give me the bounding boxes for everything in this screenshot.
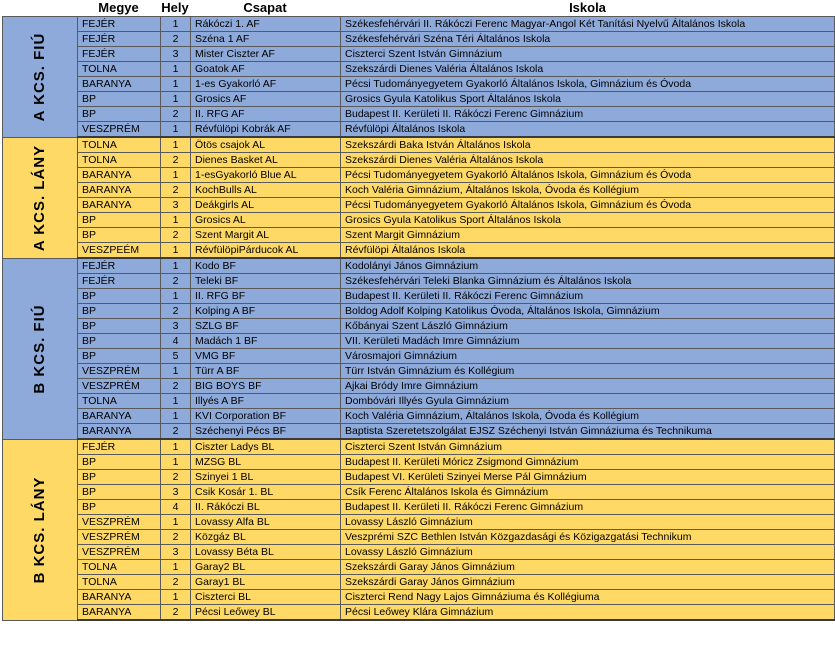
hely-cell: 1 [161, 364, 191, 379]
hely-cell: 3 [161, 545, 191, 560]
megye-cell: TOLNA [78, 62, 161, 77]
hely-cell: 4 [161, 500, 191, 515]
csapat-cell: Révfülöpi Kobrák AF [191, 122, 341, 138]
category-label: A KCS. LÁNY [31, 144, 48, 251]
csapat-cell: Széna 1 AF [191, 32, 341, 47]
csapat-cell: Ötös csajok AL [191, 137, 341, 153]
iskola-cell: Budapest VI. Kerületi Szinyei Merse Pál Gimnázium [341, 470, 835, 485]
csapat-cell: Ciszter Ladys BL [191, 439, 341, 455]
iskola-cell: Kodolányi János Gimnázium [341, 258, 835, 274]
hely-cell: 3 [161, 47, 191, 62]
hely-cell: 5 [161, 349, 191, 364]
table-row [3, 349, 835, 364]
category-cell [3, 258, 78, 439]
table-row [3, 485, 835, 500]
megye-cell: TOLNA [78, 153, 161, 168]
csapat-cell: Csik Kosár 1. BL [191, 485, 341, 500]
iskola-cell: Ciszterci Szent István Gimnázium [341, 47, 835, 62]
csapat-cell: Deákgirls AL [191, 198, 341, 213]
iskola-cell: Türr István Gimnázium és Kollégium [341, 364, 835, 379]
csapat-cell: 1-es Gyakorló AF [191, 77, 341, 92]
iskola-cell: Boldog Adolf Kolping Katolikus Óvoda, Általános Iskola, Gimnázium [341, 304, 835, 319]
hely-cell: 2 [161, 530, 191, 545]
megye-cell: BARANYA [78, 168, 161, 183]
table-row [3, 500, 835, 515]
hely-cell: 1 [161, 289, 191, 304]
csapat-cell: VMG BF [191, 349, 341, 364]
iskola-cell: Koch Valéria Gimnázium, Általános Iskola, Óvoda és Kollégium [341, 409, 835, 424]
table-row [3, 590, 835, 605]
megye-cell: FEJÉR [78, 274, 161, 289]
iskola-cell: Pécsi Tudományegyetem Gyakorló Általános Iskola, Gimnázium és Óvoda [341, 198, 835, 213]
csapat-cell: Goatok AF [191, 62, 341, 77]
table-row [3, 379, 835, 394]
hely-cell: 1 [161, 17, 191, 32]
table-row [3, 394, 835, 409]
header-megye: Megye [98, 0, 139, 15]
hely-cell: 1 [161, 213, 191, 228]
iskola-cell: Budapest II. Kerületi II. Rákóczi Ferenc Gimnázium [341, 289, 835, 304]
megye-cell: BARANYA [78, 409, 161, 424]
category-label: B KCS. LÁNY [31, 476, 48, 583]
iskola-cell: Budapest II. Kerületi II. Rákóczi Ferenc Gimnázium [341, 500, 835, 515]
csapat-cell: Kodo BF [191, 258, 341, 274]
iskola-cell: Grosics Gyula Katolikus Sport Általános Iskola [341, 92, 835, 107]
iskola-cell: Szekszárdi Baka István Általános Iskola [341, 137, 835, 153]
csapat-cell: Garay1 BL [191, 575, 341, 590]
megye-cell: BP [78, 470, 161, 485]
hely-cell: 1 [161, 515, 191, 530]
csapat-cell: Mister Ciszter AF [191, 47, 341, 62]
csapat-cell: MZSG BL [191, 455, 341, 470]
iskola-cell: Ajkai Bródy Imre Gimnázium [341, 379, 835, 394]
iskola-cell: Székesfehérvári Széna Téri Általános Iskola [341, 32, 835, 47]
table-row [3, 274, 835, 289]
teams-table [2, 16, 835, 621]
megye-cell: TOLNA [78, 560, 161, 575]
iskola-cell: Pécsi Leőwey Klára Gimnázium [341, 605, 835, 621]
megye-cell: BP [78, 289, 161, 304]
csapat-cell: Teleki BF [191, 274, 341, 289]
megye-cell: BP [78, 455, 161, 470]
csapat-cell: II. RFG AF [191, 107, 341, 122]
megye-cell: TOLNA [78, 394, 161, 409]
megye-cell: BP [78, 213, 161, 228]
hely-cell: 1 [161, 439, 191, 455]
hely-cell: 1 [161, 243, 191, 259]
megye-cell: VESZPRÉM [78, 364, 161, 379]
iskola-cell: Lovassy László Gimnázium [341, 515, 835, 530]
table-row [3, 560, 835, 575]
table-row [3, 258, 835, 274]
iskola-cell: Szekszárdi Dienes Valéria Általános Iskola [341, 153, 835, 168]
table-row [3, 228, 835, 243]
megye-cell: BARANYA [78, 605, 161, 621]
megye-cell: BARANYA [78, 77, 161, 92]
iskola-cell: Szekszárdi Dienes Valéria Általános Iskola [341, 62, 835, 77]
table-row [3, 168, 835, 183]
csapat-cell: SZLG BF [191, 319, 341, 334]
csapat-cell: Garay2 BL [191, 560, 341, 575]
hely-cell: 2 [161, 424, 191, 440]
iskola-cell: Székesfehérvári Teleki Blanka Gimnázium és Általános Iskola [341, 274, 835, 289]
hely-cell: 2 [161, 228, 191, 243]
megye-cell: VESZPRÉM [78, 545, 161, 560]
header-csapat: Csapat [243, 0, 287, 15]
table-row [3, 439, 835, 455]
table-row [3, 605, 835, 621]
iskola-cell: Koch Valéria Gimnázium, Általános Iskola, Óvoda és Kollégium [341, 183, 835, 198]
megye-cell: FEJÉR [78, 47, 161, 62]
hely-cell: 2 [161, 304, 191, 319]
hely-cell: 2 [161, 575, 191, 590]
hely-cell: 1 [161, 168, 191, 183]
megye-cell: BP [78, 334, 161, 349]
table-row [3, 122, 835, 138]
csapat-cell: RévfülöpiPárducok AL [191, 243, 341, 259]
table-row [3, 289, 835, 304]
csapat-cell: Kolping A BF [191, 304, 341, 319]
hely-cell: 2 [161, 153, 191, 168]
megye-cell: FEJÉR [78, 17, 161, 32]
csapat-cell: BIG BOYS BF [191, 379, 341, 394]
megye-cell: BARANYA [78, 590, 161, 605]
iskola-cell: Budapest II. Kerületi Móricz Zsigmond Gimnázium [341, 455, 835, 470]
csapat-cell: Türr A BF [191, 364, 341, 379]
table-row [3, 107, 835, 122]
iskola-cell: Révfülöpi Általános Iskola [341, 243, 835, 259]
csapat-cell: Pécsi Leőwey BL [191, 605, 341, 621]
hely-cell: 3 [161, 485, 191, 500]
iskola-cell: Ciszterci Szent István Gimnázium [341, 439, 835, 455]
table-row [3, 153, 835, 168]
csapat-cell: Illyés A BF [191, 394, 341, 409]
megye-cell: BP [78, 485, 161, 500]
category-cell [3, 439, 78, 620]
hely-cell: 1 [161, 590, 191, 605]
iskola-cell: Lovassy László Gimnázium [341, 545, 835, 560]
header-hely: Hely [161, 0, 189, 15]
iskola-cell: Csík Ferenc Általános Iskola és Gimnázium [341, 485, 835, 500]
megye-cell: BP [78, 92, 161, 107]
hely-cell: 2 [161, 32, 191, 47]
iskola-cell: Pécsi Tudományegyetem Gyakorló Általános Iskola, Gimnázium és Óvoda [341, 168, 835, 183]
hely-cell: 1 [161, 122, 191, 138]
csapat-cell: Szent Margit AL [191, 228, 341, 243]
megye-cell: VESZPRÉM [78, 530, 161, 545]
hely-cell: 2 [161, 107, 191, 122]
iskola-cell: Dombóvári Illyés Gyula Gimnázium [341, 394, 835, 409]
iskola-cell: Budapest II. Kerületi II. Rákóczi Ferenc Gimnázium [341, 107, 835, 122]
csapat-cell: Grosics AF [191, 92, 341, 107]
hely-cell: 1 [161, 394, 191, 409]
hely-cell: 1 [161, 455, 191, 470]
megye-cell: BP [78, 107, 161, 122]
table-row [3, 334, 835, 349]
csapat-cell: Rákóczi 1. AF [191, 17, 341, 32]
table-row [3, 77, 835, 92]
table-row [3, 32, 835, 47]
hely-cell: 2 [161, 274, 191, 289]
table-row [3, 319, 835, 334]
csapat-cell: Lovassy Alfa BL [191, 515, 341, 530]
iskola-cell: Városmajori Gimnázium [341, 349, 835, 364]
iskola-cell: Pécsi Tudományegyetem Gyakorló Általános Iskola, Gimnázium és Óvoda [341, 77, 835, 92]
table-row [3, 243, 835, 259]
iskola-cell: Veszprémi SZC Bethlen István Közgazdasági és Közigazgatási Technikum [341, 530, 835, 545]
category-cell [3, 17, 78, 138]
csapat-cell: Ciszterci BL [191, 590, 341, 605]
iskola-cell: Szekszárdi Garay János Gimnázium [341, 575, 835, 590]
category-label: A KCS. FIÚ [31, 32, 48, 122]
table-row [3, 62, 835, 77]
megye-cell: BP [78, 349, 161, 364]
megye-cell: VESZPRÉM [78, 122, 161, 138]
megye-cell: VESZPEÉM [78, 243, 161, 259]
table-row [3, 409, 835, 424]
csapat-cell: Szinyei 1 BL [191, 470, 341, 485]
csapat-cell: KochBulls AL [191, 183, 341, 198]
header-iskola: Iskola [569, 0, 606, 15]
hely-cell: 1 [161, 409, 191, 424]
table-row [3, 92, 835, 107]
megye-cell: FEJÉR [78, 439, 161, 455]
csapat-cell: Széchenyi Pécs BF [191, 424, 341, 440]
table-row [3, 455, 835, 470]
table-row [3, 304, 835, 319]
iskola-cell: Szekszárdi Garay János Gimnázium [341, 560, 835, 575]
csapat-cell: Közgáz BL [191, 530, 341, 545]
category-cell [3, 137, 78, 258]
megye-cell: FEJÉR [78, 32, 161, 47]
iskola-cell: Révfülöpi Általános Iskola [341, 122, 835, 138]
iskola-cell: Ciszterci Rend Nagy Lajos Gimnáziuma és Kollégiuma [341, 590, 835, 605]
iskola-cell: Székesfehérvári II. Rákóczi Ferenc Magyar-Angol Két Tanítási Nyelvű Általános Iskola [341, 17, 835, 32]
table-row [3, 575, 835, 590]
hely-cell: 3 [161, 319, 191, 334]
table-row [3, 17, 835, 32]
hely-cell: 1 [161, 258, 191, 274]
megye-cell: BP [78, 319, 161, 334]
hely-cell: 2 [161, 379, 191, 394]
table-row [3, 545, 835, 560]
csapat-cell: Madách 1 BF [191, 334, 341, 349]
hely-cell: 3 [161, 198, 191, 213]
table-row [3, 515, 835, 530]
hely-cell: 1 [161, 92, 191, 107]
hely-cell: 2 [161, 183, 191, 198]
table-row [3, 530, 835, 545]
hely-cell: 1 [161, 137, 191, 153]
megye-cell: BP [78, 228, 161, 243]
table-row [3, 424, 835, 440]
iskola-cell: Grosics Gyula Katolikus Sport Általános Iskola [341, 213, 835, 228]
megye-cell: BARANYA [78, 424, 161, 440]
category-label: B KCS. FIÚ [31, 303, 48, 394]
csapat-cell: II. RFG BF [191, 289, 341, 304]
hely-cell: 2 [161, 470, 191, 485]
megye-cell: TOLNA [78, 575, 161, 590]
table-row [3, 470, 835, 485]
megye-cell: BP [78, 500, 161, 515]
table-row [3, 137, 835, 153]
iskola-cell: Baptista Szeretetszolgálat EJSZ Széchenyi István Gimnáziuma és Technikuma [341, 424, 835, 440]
hely-cell: 2 [161, 605, 191, 621]
megye-cell: VESZPRÉM [78, 379, 161, 394]
csapat-cell: 1-esGyakorló Blue AL [191, 168, 341, 183]
megye-cell: BARANYA [78, 183, 161, 198]
megye-cell: BARANYA [78, 198, 161, 213]
table-row [3, 47, 835, 62]
hely-cell: 1 [161, 62, 191, 77]
csapat-cell: KVI Corporation BF [191, 409, 341, 424]
megye-cell: VESZPRÉM [78, 515, 161, 530]
csapat-cell: Dienes Basket AL [191, 153, 341, 168]
csapat-cell: II. Rákóczi BL [191, 500, 341, 515]
table-row [3, 213, 835, 228]
csapat-cell: Lovassy Béta BL [191, 545, 341, 560]
megye-cell: BP [78, 304, 161, 319]
hely-cell: 4 [161, 334, 191, 349]
iskola-cell: Kőbányai Szent László Gimnázium [341, 319, 835, 334]
table-row [3, 183, 835, 198]
megye-cell: FEJÉR [78, 258, 161, 274]
hely-cell: 1 [161, 77, 191, 92]
csapat-cell: Grosics AL [191, 213, 341, 228]
megye-cell: TOLNA [78, 137, 161, 153]
hely-cell: 1 [161, 560, 191, 575]
table-row [3, 364, 835, 379]
iskola-cell: Szent Margit Gimnázium [341, 228, 835, 243]
iskola-cell: VII. Kerületi Madách Imre Gimnázium [341, 334, 835, 349]
table-row [3, 198, 835, 213]
